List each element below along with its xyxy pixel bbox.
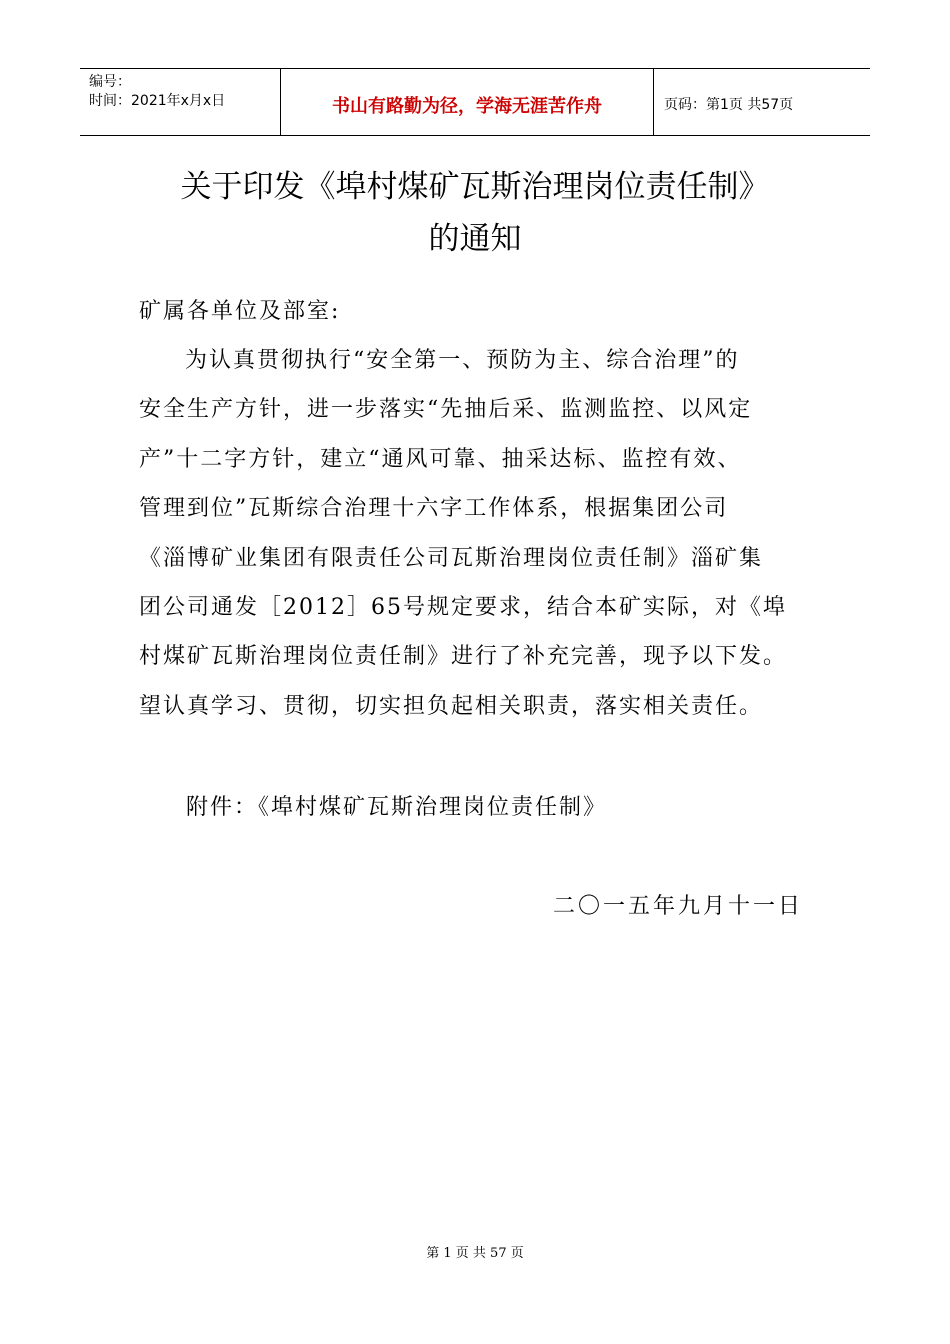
header-motto: 书山有路勤为径，学海无涯苦作舟	[281, 69, 654, 135]
body-line: 《淄博矿业集团有限责任公司瓦斯治理岗位责任制》淄矿集	[139, 545, 764, 571]
header-page-info: 页码：第1页 共57页	[664, 97, 794, 113]
body-line: 为认真贯彻执行“安全第一、预防为主、综合治理”的	[185, 348, 740, 373]
page-header	[80, 68, 870, 136]
body-line: 安全生产方针，进一步落实“先抽后采、监测监控、以风定	[139, 397, 753, 423]
document-date: 二〇一五年九月十一日	[553, 894, 804, 919]
attachment-line: 附件：《埠村煤矿瓦斯治理岗位责任制》	[186, 795, 608, 820]
body-line: 村煤矿瓦斯治理岗位责任制》进行了补充完善，现予以下发。	[139, 644, 788, 670]
header-meta	[80, 69, 281, 135]
document-title-line2: 的通知	[428, 221, 522, 257]
document-title-line1: 关于印发《埠村煤矿瓦斯治理岗位责任制》	[180, 169, 770, 205]
header-time-label: 时间：2021年x月x日	[89, 93, 226, 109]
salutation: 矿属各单位及部室:	[139, 299, 341, 324]
body-line: 望认真学习、贯彻，切实担负起相关职责，落实相关责任。	[139, 693, 764, 719]
header-number-label: 编号：	[89, 74, 131, 90]
body-line: 管理到位”瓦斯综合治理十六字工作体系，根据集团公司	[139, 496, 729, 522]
body-paragraph	[139, 341, 829, 736]
page-footer: 第 1 页 共 57 页	[426, 1246, 524, 1261]
body-line: 团公司通发［2012］65号规定要求，结合本矿实际，对《埠	[139, 594, 787, 620]
body-line: 产”十二字方针，建立“通风可靠、抽采达标、监控有效、	[139, 446, 742, 472]
